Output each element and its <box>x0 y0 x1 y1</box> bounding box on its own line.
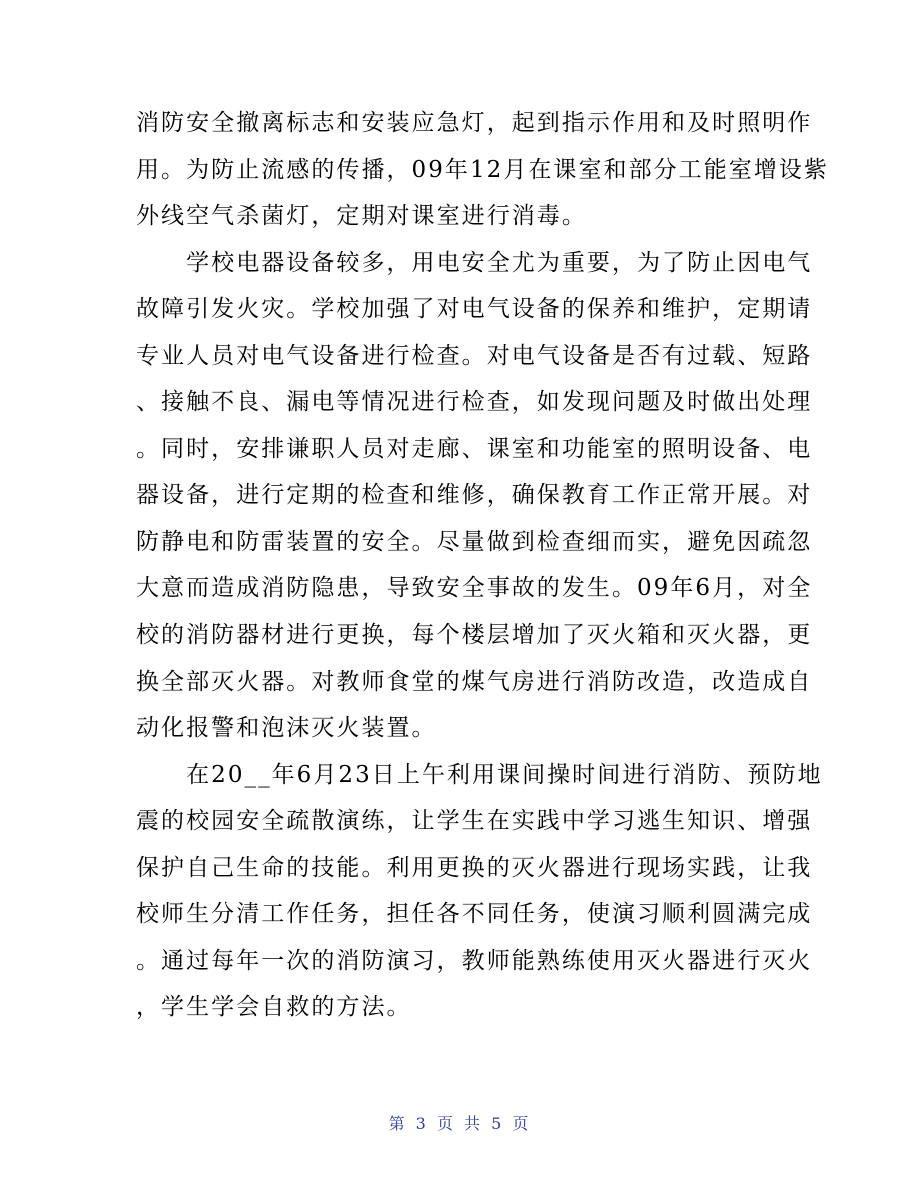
text-line: ，学生学会自救的方法。 <box>136 994 412 1021</box>
text-line: 用。为防止流感的传播，09年12月在课室和部分工能室增设紫 <box>136 156 829 183</box>
page-footer: 第 3 页 共 5 页 <box>388 1114 532 1133</box>
text-line: 在20__年6月23日上午利用课间操时间进行消防、预防地 <box>136 761 823 788</box>
document-body <box>136 100 829 1031</box>
text-line: 。同时，安排谦职人员对走廊、课室和功能室的照明设备、电 <box>136 435 813 462</box>
text-line: 器设备，进行定期的检查和维修，确保教育工作正常开展。对 <box>136 482 813 509</box>
text-line: 保护自己生命的技能。利用更换的灭火器进行现场实践，让我 <box>136 854 813 881</box>
text-line: 动化报警和泡沫灭火装置。 <box>136 715 437 742</box>
text-line: 学校电器设备较多，用电安全尤为重要，为了防止因电气 <box>136 249 813 276</box>
text-line: 换全部灭火器。对教师食堂的煤气房进行消防改造，改造成自 <box>136 668 813 695</box>
text-line: 故障引发火灾。学校加强了对电气设备的保养和维护，定期请 <box>136 296 813 323</box>
text-line: 专业人员对电气设备进行检查。对电气设备是否有过载、短路 <box>136 342 813 369</box>
text-line: 大意而造成消防隐患，导致安全事故的发生。09年6月，对全 <box>136 575 813 602</box>
text-line: 校的消防器材进行更换，每个楼层增加了灭火箱和灭火器，更 <box>136 622 813 649</box>
text-line: 防静电和防雷装置的安全。尽量做到检查细而实，避免因疏忽 <box>136 528 813 555</box>
text-line: 校师生分清工作任务，担任各不同任务，使演习顺利圆满完成 <box>136 901 813 928</box>
text-line: 消防安全撤离标志和安装应急灯，起到指示作用和及时照明作 <box>136 110 813 136</box>
text-line: 。通过每年一次的消防演习，教师能熟练使用灭火器进行灭火 <box>136 947 813 974</box>
text-line: 、接触不良、漏电等情况进行检查，如发现问题及时做出处理 <box>136 389 813 416</box>
text-line: 外线空气杀菌灯，定期对课室进行消毒。 <box>136 203 587 230</box>
text-line: 震的校园安全疏散演练，让学生在实践中学习逃生知识、增强 <box>136 808 813 835</box>
